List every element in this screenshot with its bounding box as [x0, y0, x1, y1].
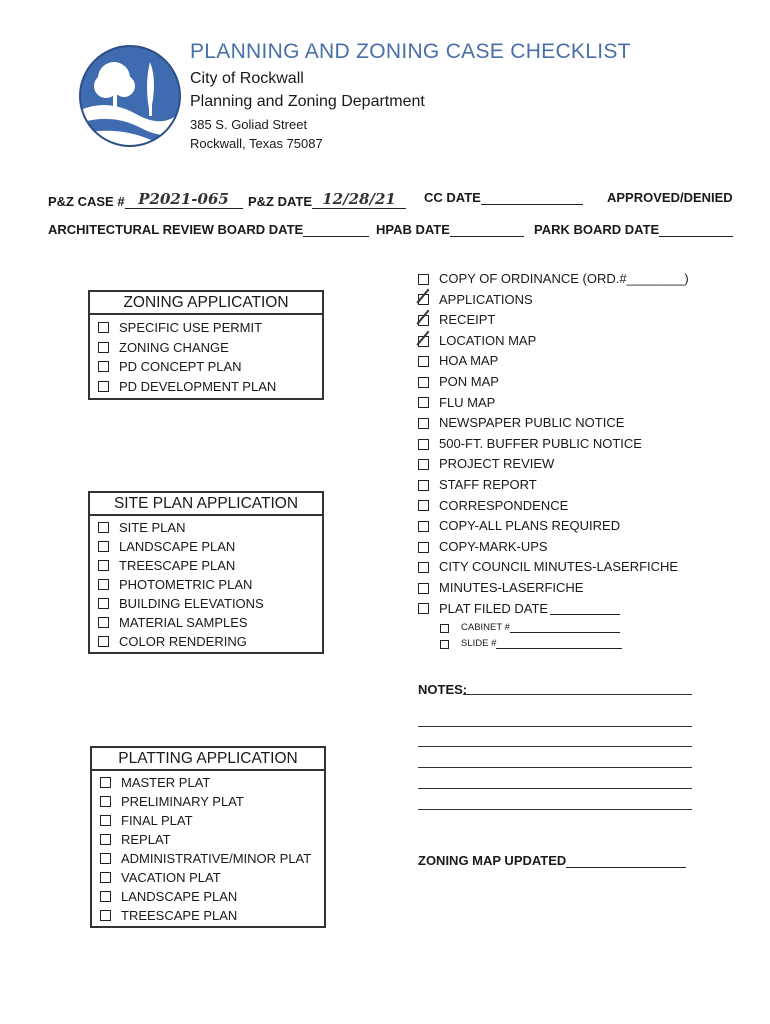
platting-item-label: PRELIMINARY PLAT: [121, 794, 244, 809]
checkbox-icon[interactable]: [418, 500, 429, 511]
checklist-item-label: RECEIPT: [439, 312, 496, 328]
checklist-item[interactable]: [418, 331, 689, 352]
checkbox-icon[interactable]: [98, 361, 109, 372]
zoning-map-updated-field: [418, 853, 686, 868]
checklist-item-label: STAFF REPORT: [439, 476, 537, 492]
checklist-item[interactable]: [418, 496, 689, 517]
document-checklist: [418, 269, 689, 652]
checklist-item-label: PON MAP: [439, 373, 499, 389]
platting-item-label: REPLAT: [121, 832, 171, 847]
notes-label: NOTES:: [418, 682, 468, 697]
checklist-item[interactable]: [418, 516, 689, 537]
notes-line[interactable]: [418, 746, 692, 747]
checklist-item[interactable]: [418, 290, 689, 311]
platting-item[interactable]: [100, 811, 324, 830]
checkbox-icon[interactable]: [98, 636, 109, 647]
pz-date-value: 12/28/21: [322, 190, 396, 208]
site-plan-item[interactable]: [98, 575, 322, 594]
notes-line[interactable]: [418, 809, 692, 810]
checklist-item[interactable]: [418, 393, 689, 414]
zoning-item-label: ZONING CHANGE: [119, 339, 229, 355]
checklist-item-label: 500-FT. BUFFER PUBLIC NOTICE: [439, 435, 642, 451]
case-number-label: P&Z CASE #: [48, 194, 125, 209]
checkbox-icon[interactable]: [100, 834, 111, 845]
checklist-item-label: PROJECT REVIEW: [439, 456, 555, 472]
platting-item[interactable]: [100, 792, 324, 811]
notes-line[interactable]: [418, 767, 692, 768]
checkbox-icon[interactable]: [98, 579, 109, 590]
platting-item[interactable]: [100, 906, 324, 925]
checkbox-icon[interactable]: [98, 541, 109, 552]
checkbox-icon[interactable]: [440, 640, 449, 649]
zoning-application-box: [88, 290, 324, 400]
notes-line[interactable]: [418, 726, 692, 727]
street-address: 385 S. Goliad Street: [190, 117, 308, 132]
notes-line[interactable]: [418, 788, 692, 789]
site-plan-application-box: [88, 491, 324, 654]
platting-item-label: TREESCAPE PLAN: [121, 908, 238, 923]
checkbox-icon[interactable]: [418, 603, 429, 614]
zoning-item[interactable]: [98, 318, 322, 338]
city-name: City of Rockwall: [190, 70, 304, 87]
checkbox-icon[interactable]: [418, 480, 429, 491]
city-seal-logo: [76, 42, 184, 150]
checklist-item-label: COPY-ALL PLANS REQUIRED: [439, 518, 621, 534]
checklist-item[interactable]: [418, 475, 689, 496]
checkbox-icon[interactable]: [98, 322, 109, 333]
site-plan-item-label: PHOTOMETRIC PLAN: [119, 577, 253, 592]
checkbox-icon[interactable]: [418, 459, 429, 470]
site-plan-item-label: TREESCAPE PLAN: [119, 558, 236, 573]
page-title: PLANNING AND ZONING CASE CHECKLIST: [190, 40, 631, 63]
checkbox-icon[interactable]: [100, 910, 111, 921]
zoning-item-label: PD DEVELOPMENT PLAN: [119, 378, 277, 394]
checklist-item[interactable]: [418, 454, 689, 475]
checkbox-icon[interactable]: [98, 560, 109, 571]
checklist-item[interactable]: [418, 269, 689, 290]
checklist-item-label: HOA MAP: [439, 353, 499, 369]
checkbox-icon[interactable]: [100, 796, 111, 807]
zoning-item-label: PD CONCEPT PLAN: [119, 359, 242, 374]
case-number-field: [48, 190, 243, 209]
checked-checkbox-icon[interactable]: [418, 294, 429, 305]
checklist-item[interactable]: [418, 372, 689, 393]
checklist-item[interactable]: [418, 413, 689, 434]
checklist-item-label: PLAT FILED DATE: [439, 600, 549, 616]
checklist-item[interactable]: [418, 351, 689, 372]
platting-item[interactable]: [100, 868, 324, 887]
checkbox-icon[interactable]: [100, 872, 111, 883]
checkbox-icon[interactable]: [100, 815, 111, 826]
platting-item[interactable]: [100, 849, 324, 868]
checked-checkbox-icon[interactable]: [418, 315, 429, 326]
checklist-item-label: MINUTES-LASERFICHE: [439, 579, 584, 595]
slide-field[interactable]: [440, 636, 689, 652]
site-plan-item[interactable]: [98, 613, 322, 632]
zoning-item-label: SPECIFIC USE PERMIT: [119, 320, 263, 335]
checkbox-icon[interactable]: [418, 521, 429, 532]
department-name: Planning and Zoning Department: [190, 93, 425, 110]
checklist-item-label: NEWSPAPER PUBLIC NOTICE: [439, 415, 625, 431]
site-plan-item[interactable]: [98, 518, 322, 537]
checklist-item-label: CORRESPONDENCE: [439, 497, 569, 513]
checkbox-icon[interactable]: [98, 617, 109, 628]
platting-item-label: VACATION PLAT: [121, 870, 221, 885]
cabinet-field[interactable]: [440, 620, 689, 636]
platting-item[interactable]: [100, 887, 324, 906]
hpab-date-label: HPAB DATE: [376, 222, 450, 237]
checkbox-icon[interactable]: [418, 583, 429, 594]
pz-date-field: [248, 190, 406, 209]
cc-date-field: [424, 190, 583, 205]
checkbox-icon[interactable]: [418, 542, 429, 553]
checklist-item[interactable]: [418, 557, 689, 578]
checklist-item-label: COPY-MARK-UPS: [439, 538, 548, 554]
platting-item-label: ADMINISTRATIVE/MINOR PLAT: [121, 851, 312, 866]
zoning-item[interactable]: [98, 338, 322, 358]
checkbox-icon[interactable]: [100, 853, 111, 864]
site-plan-item-label: SITE PLAN: [119, 520, 186, 535]
zoning-item[interactable]: [98, 357, 322, 377]
cabinet-label: CABINET #: [461, 622, 510, 634]
checkbox-icon[interactable]: [418, 274, 429, 285]
checklist-item[interactable]: [418, 310, 689, 331]
park-board-date-field: [534, 222, 733, 237]
checklist-item[interactable]: [418, 599, 689, 620]
checkbox-icon[interactable]: [98, 598, 109, 609]
pz-date-label: P&Z DATE: [248, 194, 313, 209]
zoning-item[interactable]: [98, 377, 322, 397]
checkbox-icon[interactable]: [418, 397, 429, 408]
hpab-date-field: [376, 222, 524, 237]
checkbox-icon[interactable]: [100, 777, 111, 788]
site-plan-item[interactable]: [98, 556, 322, 575]
checklist-item-label: CITY COUNCIL MINUTES-LASERFICHE: [439, 559, 679, 575]
zoning-application-title: ZONING APPLICATION: [90, 292, 322, 315]
checklist-item[interactable]: [418, 537, 689, 558]
checkbox-icon[interactable]: [440, 624, 449, 633]
site-plan-item[interactable]: [98, 537, 322, 556]
platting-item[interactable]: [100, 773, 324, 792]
checked-checkbox-icon[interactable]: [418, 336, 429, 347]
checkbox-icon[interactable]: [418, 439, 429, 450]
platting-item-label: MASTER PLAT: [121, 775, 211, 790]
checklist-item-label: COPY OF ORDINANCE (ORD.#________): [439, 271, 689, 286]
platting-application-title: PLATTING APPLICATION: [92, 748, 324, 771]
checkbox-icon[interactable]: [418, 562, 429, 573]
approved-denied-label: APPROVED/DENIED: [607, 190, 733, 205]
park-board-date-label: PARK BOARD DATE: [534, 222, 660, 237]
slide-label: SLIDE #: [461, 638, 497, 650]
arb-date-label: ARCHITECTURAL REVIEW BOARD DATE: [48, 222, 304, 237]
checkbox-icon[interactable]: [418, 377, 429, 388]
checklist-item-label: LOCATION MAP: [439, 332, 537, 348]
checkbox-icon[interactable]: [98, 381, 109, 392]
site-plan-item[interactable]: [98, 594, 322, 613]
checklist-item[interactable]: [418, 434, 689, 455]
notes-line[interactable]: [463, 694, 692, 695]
platting-item-label: LANDSCAPE PLAN: [121, 889, 238, 904]
platting-item-label: FINAL PLAT: [121, 813, 193, 828]
city-state-zip: Rockwall, Texas 75087: [190, 136, 323, 151]
checklist-item[interactable]: [418, 578, 689, 599]
platting-item[interactable]: [100, 830, 324, 849]
site-plan-item-label: BUILDING ELEVATIONS: [119, 596, 264, 611]
site-plan-item[interactable]: [98, 632, 322, 651]
zoning-map-updated-label: ZONING MAP UPDATED: [418, 853, 567, 868]
site-plan-item-label: LANDSCAPE PLAN: [119, 539, 236, 554]
cc-date-label: CC DATE: [424, 190, 481, 205]
checkbox-icon[interactable]: [100, 891, 111, 902]
checkbox-icon[interactable]: [98, 522, 109, 533]
case-number-value: P2021-065: [138, 190, 229, 208]
checkbox-icon[interactable]: [418, 356, 429, 367]
site-plan-item-label: MATERIAL SAMPLES: [119, 615, 248, 630]
checkbox-icon[interactable]: [98, 342, 109, 353]
arb-date-field: [48, 222, 369, 237]
site-plan-item-label: COLOR RENDERING: [119, 634, 247, 649]
platting-application-box: [90, 746, 326, 928]
checkbox-icon[interactable]: [418, 418, 429, 429]
site-plan-application-title: SITE PLAN APPLICATION: [90, 493, 322, 516]
checklist-item-label: APPLICATIONS: [439, 291, 533, 307]
checklist-item-label: FLU MAP: [439, 394, 496, 410]
